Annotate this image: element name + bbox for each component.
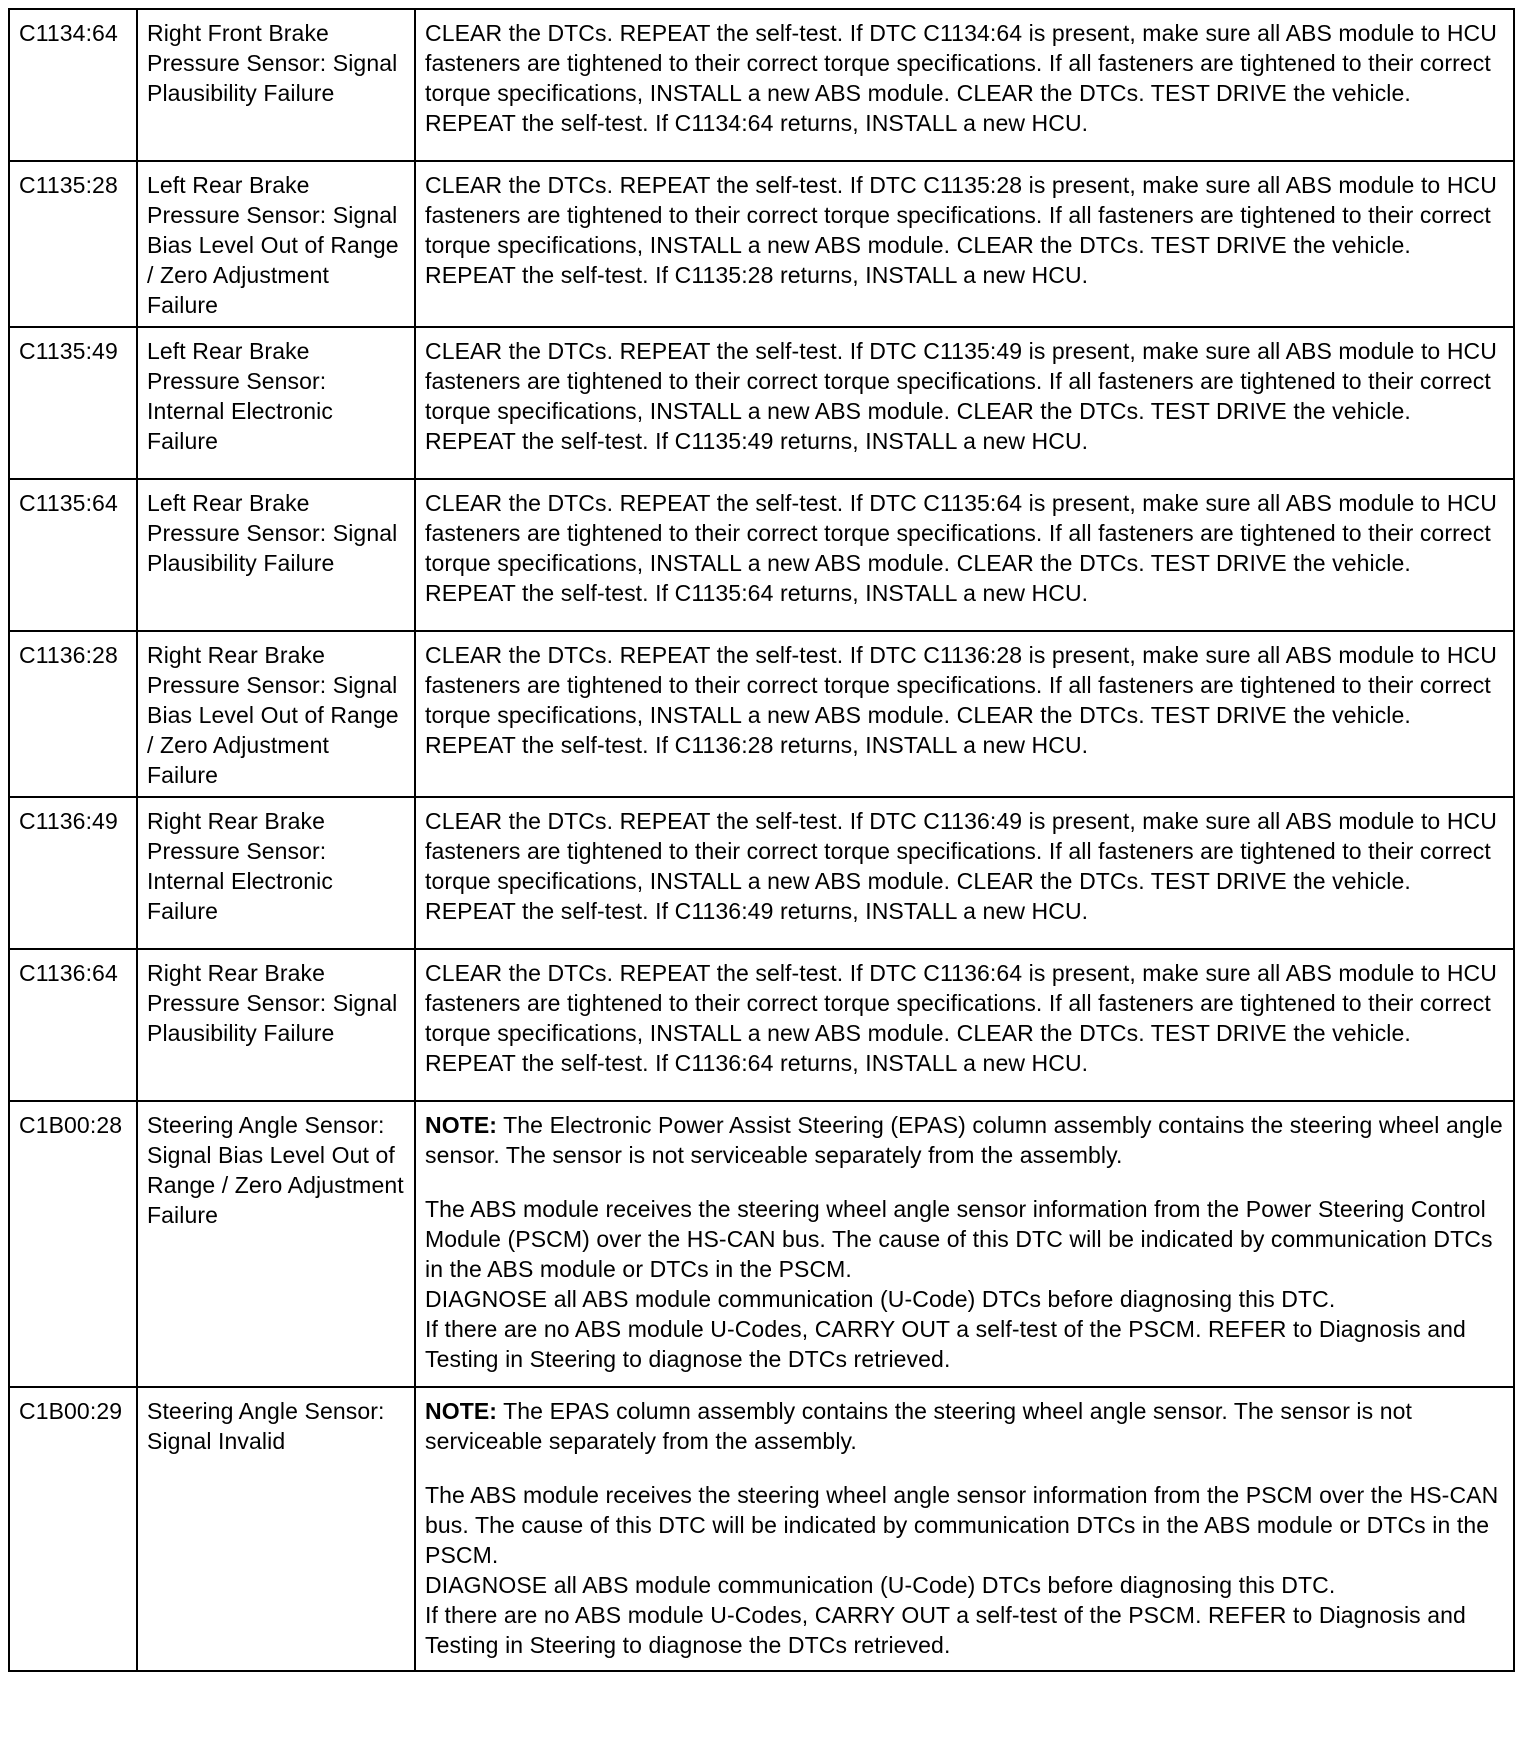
table-row — [9, 949, 1514, 1101]
table-row — [9, 797, 1514, 949]
dtc-description: Right Rear Brake Pressure Sensor: Signal Bias Level Out of Range / Zero Adjustment Failure — [137, 631, 415, 797]
dtc-action: CLEAR the DTCs. REPEAT the self-test. If DTC C1134:64 is present, make sure all ABS module to HCU fasteners are tightened to their correct torque specifications. If all fasteners are tightened to their correct torque specifications, INSTALL a new ABS module. CLEAR the DTCs. TEST DRIVE the vehicle. REPEAT the self-test. If C1134:64 returns, INSTALL a new HCU. — [415, 9, 1514, 161]
dtc-code: C1135:28 — [9, 161, 137, 327]
table-row — [9, 631, 1514, 797]
dtc-description: Right Rear Brake Pressure Sensor: Internal Electronic Failure — [137, 797, 415, 949]
table-row — [9, 161, 1514, 327]
table-row — [9, 9, 1514, 161]
action-paragraph: DIAGNOSE all ABS module communication (U-Code) DTCs before diagnosing this DTC. — [425, 1286, 1336, 1312]
action-paragraph: The ABS module receives the steering wheel angle sensor information from the PSCM over the HS-CAN bus. The cause of this DTC will be indicated by communication DTCs in the ABS module or DTCs in the PSCM. — [425, 1482, 1499, 1568]
dtc-code: C1B00:29 — [9, 1387, 137, 1671]
dtc-action — [415, 1387, 1514, 1671]
dtc-code: C1134:64 — [9, 9, 137, 161]
dtc-action: CLEAR the DTCs. REPEAT the self-test. If DTC C1135:64 is present, make sure all ABS module to HCU fasteners are tightened to their correct torque specifications. If all fasteners are tightened to their correct torque specifications, INSTALL a new ABS module. CLEAR the DTCs. TEST DRIVE the vehicle. REPEAT the self-test. If C1135:64 returns, INSTALL a new HCU. — [415, 479, 1514, 631]
dtc-description: Left Rear Brake Pressure Sensor: Signal Bias Level Out of Range / Zero Adjustment Failure — [137, 161, 415, 327]
dtc-code: C1136:28 — [9, 631, 137, 797]
note — [425, 1396, 1505, 1456]
dtc-description: Steering Angle Sensor: Signal Invalid — [137, 1387, 415, 1671]
action-paragraph: If there are no ABS module U-Codes, CARRY OUT a self-test of the PSCM. REFER to Diagnosis and Testing in Steering to diagnose the DTCs retrieved. — [425, 1602, 1466, 1658]
dtc-action: CLEAR the DTCs. REPEAT the self-test. If DTC C1136:28 is present, make sure all ABS module to HCU fasteners are tightened to their correct torque specifications. If all fasteners are tightened to their correct torque specifications, INSTALL a new ABS module. CLEAR the DTCs. TEST DRIVE the vehicle. REPEAT the self-test. If C1136:28 returns, INSTALL a new HCU. — [415, 631, 1514, 797]
dtc-table — [8, 8, 1515, 1672]
dtc-code: C1136:64 — [9, 949, 137, 1101]
dtc-code: C1B00:28 — [9, 1101, 137, 1387]
dtc-description: Steering Angle Sensor: Signal Bias Level Out of Range / Zero Adjustment Failure — [137, 1101, 415, 1387]
dtc-description: Right Front Brake Pressure Sensor: Signal Plausibility Failure — [137, 9, 415, 161]
dtc-action — [415, 1101, 1514, 1387]
dtc-description: Left Rear Brake Pressure Sensor: Internal Electronic Failure — [137, 327, 415, 479]
dtc-action: CLEAR the DTCs. REPEAT the self-test. If DTC C1136:49 is present, make sure all ABS module to HCU fasteners are tightened to their correct torque specifications. If all fasteners are tightened to their correct torque specifications, INSTALL a new ABS module. CLEAR the DTCs. TEST DRIVE the vehicle. REPEAT the self-test. If C1136:49 returns, INSTALL a new HCU. — [415, 797, 1514, 949]
dtc-code: C1135:64 — [9, 479, 137, 631]
action-paragraph: The ABS module receives the steering wheel angle sensor information from the Power Steering Control Module (PSCM) over the HS-CAN bus. The cause of this DTC will be indicated by communication DTCs in the ABS module or DTCs in the PSCM. — [425, 1196, 1493, 1282]
action-paragraph: If there are no ABS module U-Codes, CARRY OUT a self-test of the PSCM. REFER to Diagnosis and Testing in Steering to diagnose the DTCs retrieved. — [425, 1316, 1466, 1372]
table-row — [9, 479, 1514, 631]
note-text: The EPAS column assembly contains the steering wheel angle sensor. The sensor is not serviceable separately from the assembly. — [425, 1398, 1413, 1454]
dtc-description: Right Rear Brake Pressure Sensor: Signal Plausibility Failure — [137, 949, 415, 1101]
table-row — [9, 1387, 1514, 1671]
action-paragraph: DIAGNOSE all ABS module communication (U-Code) DTCs before diagnosing this DTC. — [425, 1572, 1336, 1598]
note-label: NOTE: — [425, 1112, 498, 1138]
dtc-description: Left Rear Brake Pressure Sensor: Signal Plausibility Failure — [137, 479, 415, 631]
table-row — [9, 1101, 1514, 1387]
note-text: The Electronic Power Assist Steering (EPAS) column assembly contains the steering wheel angle sensor. The sensor is not serviceable separately from the assembly. — [425, 1112, 1503, 1168]
note-label: NOTE: — [425, 1398, 498, 1424]
dtc-code: C1135:49 — [9, 327, 137, 479]
dtc-action: CLEAR the DTCs. REPEAT the self-test. If DTC C1135:28 is present, make sure all ABS module to HCU fasteners are tightened to their correct torque specifications. If all fasteners are tightened to their correct torque specifications, INSTALL a new ABS module. CLEAR the DTCs. TEST DRIVE the vehicle. REPEAT the self-test. If C1135:28 returns, INSTALL a new HCU. — [415, 161, 1514, 327]
table-row — [9, 327, 1514, 479]
note — [425, 1110, 1505, 1170]
dtc-action: CLEAR the DTCs. REPEAT the self-test. If DTC C1136:64 is present, make sure all ABS module to HCU fasteners are tightened to their correct torque specifications. If all fasteners are tightened to their correct torque specifications, INSTALL a new ABS module. CLEAR the DTCs. TEST DRIVE the vehicle. REPEAT the self-test. If C1136:64 returns, INSTALL a new HCU. — [415, 949, 1514, 1101]
dtc-action: CLEAR the DTCs. REPEAT the self-test. If DTC C1135:49 is present, make sure all ABS module to HCU fasteners are tightened to their correct torque specifications. If all fasteners are tightened to their correct torque specifications, INSTALL a new ABS module. CLEAR the DTCs. TEST DRIVE the vehicle. REPEAT the self-test. If C1135:49 returns, INSTALL a new HCU. — [415, 327, 1514, 479]
dtc-code: C1136:49 — [9, 797, 137, 949]
